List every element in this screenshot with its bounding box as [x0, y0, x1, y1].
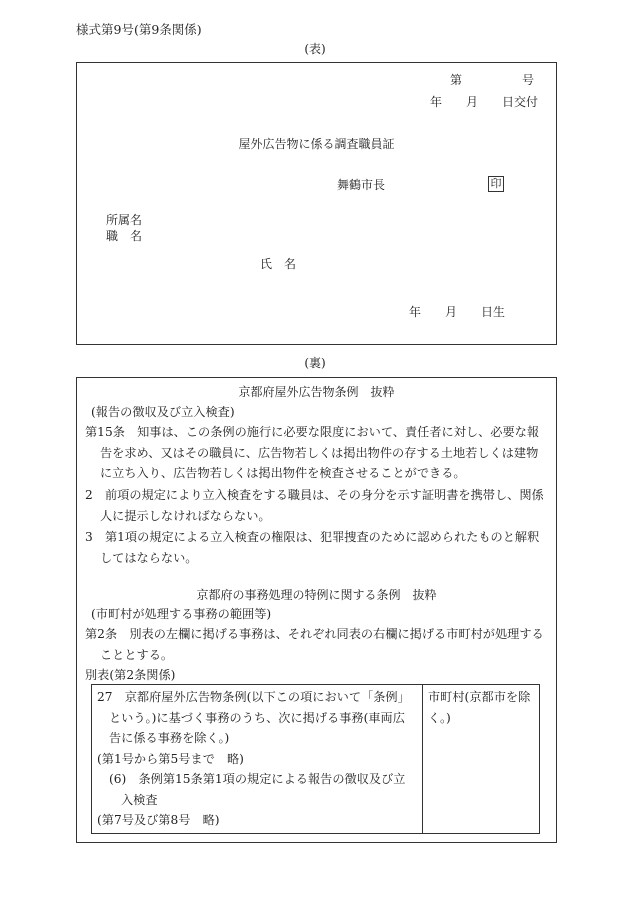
- id-card-back: [76, 377, 557, 843]
- article-15-paragraph-3: 3 第1項の規定による立入検査の権限は、犯罪捜査のために認められたものと解釈してはならない。: [85, 530, 540, 565]
- item-6: (6) 条例第15条第1項の規定による報告の徴収及び立入検査: [109, 772, 406, 807]
- back-side-label: (裏): [304, 356, 326, 370]
- post-label: 職 名: [106, 229, 143, 243]
- ordinance-caption: (報告の徴収及び立入検査): [91, 405, 235, 419]
- omitted-items-1: (第1号から第5号まで 略): [97, 751, 244, 766]
- affiliation-label: 所属名: [106, 213, 143, 227]
- issuer-label: 舞鶴市長: [337, 178, 386, 192]
- name-label: 氏 名: [260, 257, 297, 271]
- special-ordinance-caption: (市町村が処理する事務の範囲等): [91, 607, 272, 621]
- form-number-label: 様式第9号(第9条関係): [76, 22, 202, 37]
- appendix-left-cell: [92, 685, 423, 834]
- omitted-items-2: (第7号及び第8号 略): [97, 813, 220, 827]
- appendix-right-cell: 市町村(京都市を除く。): [423, 685, 540, 834]
- card-title: 屋外広告物に係る調査職員証: [238, 137, 395, 151]
- item-27: 27 京都府屋外広告物条例(以下この項において「条例」という。)に基づく事務のうち、次に掲げる事務(車両広告に係る事務を除く。): [97, 690, 410, 745]
- id-card-front: [76, 62, 557, 345]
- front-side-label: (表): [304, 42, 326, 56]
- ordinance-title: 京都府屋外広告物条例 抜粋: [238, 385, 395, 399]
- card-number-label: 第 号: [450, 73, 535, 87]
- appendix-label: 別表(第2条関係): [85, 668, 176, 682]
- article-2: 第2条 別表の左欄に掲げる事務は、それぞれ同表の右欄に掲げる市町村が処理することとする。: [85, 627, 544, 662]
- article-15-paragraph-2: 2 前項の規定により立入検査をする職員は、その身分を示す証明書を携帯し、関係人に提示しなければならない。: [85, 488, 544, 523]
- special-ordinance-title: 京都府の事務処理の特例に関する条例 抜粋: [196, 588, 437, 602]
- article-15-paragraph-1: 第15条 知事は、この条例の施行に必要な限度において、責任者に対し、必要な報告を求め、又はその職員に、広告物若しくは掲出物件の存する土地若しくは建物に立ち入り、広告物若しくは掲出物件を検査させることができる。: [85, 425, 540, 480]
- appendix-table: [91, 684, 540, 834]
- birth-date-label: 年 月 日生: [409, 305, 506, 319]
- issue-date-label: 年 月 日交付: [430, 95, 539, 109]
- seal-mark: 印: [488, 176, 504, 192]
